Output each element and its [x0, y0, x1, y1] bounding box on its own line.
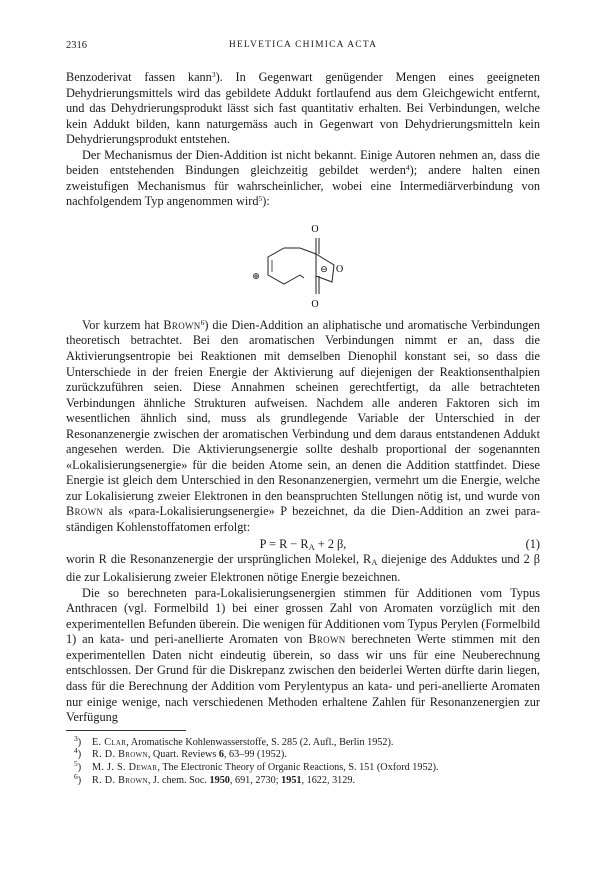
paragraph-text: ) die Dien-Addition an aliphatische und aromatische Verbindungen theoretisch betrachtet. Bei den aromatischen Verbindungen nimmt er an, dass die Aktivierungsentropie bei Reaktionen mit demselben Dienophil konstant sei, so dass die Unterschiede in der freien Energie der Aktivierung auf diejenigen der Reaktionsenthalpien zurückzuführen seien. Diese Annahmen scheinen gerechtfertigt, da alle betrachteten Verbindungen ähnliche Strukturen aufweisen. Nachdem alle anderen Faktoren sich im wesentlichen ähnlich sind, muss als grundlegende Variable der Unterschied in der Resonanzenergie zwischen der aromatischen Verbindung und dem daraus entstandenen Addukt angesehen werden. Die Aktivierungsenergie sollte deshalb proportional der sogenannten «Lokalisierungsenergie» für die beiden Atome sein, an denen die Addition stattfindet. Diese Energie ist gleich dem Unterschied in den Resonanzenergien, vermehrt um die Energie, welche zur Lokalisierung zweier Elektronen in den beanspruchten Stellungen nötig ist, und wurde von: [66, 317, 540, 503]
footnote-text: , J. chem. Soc.: [147, 774, 210, 786]
footnote-ref: 3: [211, 70, 216, 79]
equation-subscript: A: [308, 541, 315, 552]
running-header: [66, 40, 540, 56]
footnote-year: 1951: [281, 774, 302, 786]
equation-lhs: P = R − R: [259, 536, 309, 551]
paragraph-2: [66, 148, 540, 210]
footnotes: [66, 733, 540, 788]
paragraph-text: ):: [262, 194, 270, 209]
footnote-mark: $^6$): [74, 771, 82, 786]
footnote-text: , Quart. Reviews: [147, 749, 219, 761]
equation-rhs: + 2 β,: [314, 536, 347, 551]
footnote-divider: [66, 730, 186, 731]
oxygen-ring-label: O: [336, 263, 344, 275]
footnote-author: R. D. Brown: [92, 774, 148, 786]
footnote-author: M. J. S. Dewar: [92, 762, 158, 774]
footnote-text: , The Electronic Theory of Organic Reactions, S. 151 (Oxford 1952).: [157, 762, 439, 774]
footnote-ref: 6: [200, 317, 205, 327]
footnote-author: E. Clar: [92, 736, 127, 748]
footnote-number: 3: [74, 733, 78, 743]
author-name: Brown: [308, 632, 346, 647]
intermediate-structure: [244, 210, 364, 318]
footnote-ref: 4: [405, 163, 410, 173]
paragraph-text: diejenige des Adduktes und 2 β die zur Lokalisierung zweier Elektronen nötige Energie bezeichnen.: [66, 551, 540, 585]
paragraph-text: Benzoderivat fassen kann: [66, 70, 212, 84]
paragraph-text: worin R die Resonanzenergie der ursprünglichen Molekel, R: [66, 551, 372, 566]
article-body: [66, 70, 540, 788]
footnote-text: , Aromatische Kohlenwasserstoffe, S. 285 (2. Aufl., Berlin 1952).: [126, 736, 394, 748]
author-name: Brown: [66, 504, 104, 519]
footnote-number: 6: [74, 771, 78, 781]
paragraph-1: [66, 70, 540, 148]
footnote-5: [66, 759, 540, 775]
footnote-author: R. D. Brown: [92, 749, 148, 761]
footnote-number: 5: [74, 759, 78, 769]
footnote-number: 4: [74, 746, 78, 756]
subscript: A: [371, 556, 378, 567]
footnote-3: [66, 733, 540, 750]
paragraph-text: als «para-Lokalisierungsenergie» P bezeichnet, da die Dien-Addition an zwei para-ständigen Kohlenstoffatomen erfolgt:: [66, 504, 540, 535]
page-number: 2316: [66, 40, 87, 51]
oxygen-top-label: O: [311, 223, 319, 235]
footnote-text: , 1622, 3129.: [301, 774, 355, 786]
footnote-mark: $^3$): [74, 733, 82, 748]
footnote-mark: $^4$): [74, 746, 82, 761]
paragraph-5: [66, 586, 540, 726]
paragraph-text: Vor kurzem hat: [82, 317, 164, 332]
journal-title: HELVETICA CHIMICA ACTA: [228, 40, 378, 50]
structure-figure: [66, 210, 540, 318]
paragraph-3: [66, 318, 540, 536]
footnote-mark: $^5$): [74, 759, 82, 774]
footnote-text: , 63–99 (1952).: [223, 749, 287, 761]
footnote-year: 1950: [209, 774, 230, 786]
positive-charge-icon: ⊕: [252, 271, 260, 282]
footnote-ref: 5: [258, 194, 263, 204]
footnote-volume: 6: [218, 749, 224, 761]
paragraph-text: Die so berechneten para-Lokalisierungsenergien stimmen für Additionen vom Typus Anthracen (vgl. Formelbild 1) bei einer grossen Zahl von Aromaten vorzüglich mit den experimentellen Befunden überein. Die wenigen für Additionen vom Typus Perylen (Formelbild 1) an kata- und peri-anellierte Aromaten von: [66, 585, 540, 647]
footnote-4: [66, 746, 540, 762]
paragraph-text: ). In Gegenwart genügender Mengen eines geeigneten Dehydrierungsmittels wird das gebildete Addukt fortlaufend aus dem Gleichgewicht entfernt, und das Dehydrierungsprodukt lässt sich fast quantitativ erhalten. Bei Verbindungen, welche kein Addukt bilden, kann naturgemäss auch in Gegenwart von Dehydrierungsmitteln kein Dehydrierungsprodukt entstehen.: [66, 70, 540, 147]
footnote-6: [66, 771, 540, 788]
equation-number: (1): [525, 536, 540, 551]
paragraph-text: Der Mechanismus der Dien-Addition ist nicht bekannt. Einige Autoren nehmen an, dass die beiden entstehenden Bindungen gleichzeitig gebildet werden: [66, 147, 540, 178]
paragraph-text: berechneten Werte stimmen mit den experimentellen Daten nicht eindeutig überein, so dass wir uns für eine Neuberechnung entschlossen. Der Grund für die Diskrepanz zwischen den beiderlei Werten dürfte darin liegen, dass für die Berechnung der Addition vom Perylentypus an kata- und peri-anellierte Aromaten nur einige wenige, nach verschiedenen Methoden erhaltene Zahlen für Resonanzenergien zur Verfügung: [66, 632, 540, 725]
paragraph-text: ); andere halten einen zweistufigen Mechanismus für wahrscheinlicher, wobei eine Intermediärverbindung von nachfolgendem Typ angenommen wird: [66, 163, 540, 209]
author-name: Brown: [163, 317, 201, 332]
equation-body: [66, 536, 540, 555]
negative-charge-icon: ⊖: [320, 264, 328, 275]
equation-1: [66, 536, 540, 552]
paragraph-4: [66, 552, 540, 586]
oxygen-bottom-label: O: [311, 298, 319, 310]
footnote-text: , 691, 2730;: [229, 774, 282, 786]
